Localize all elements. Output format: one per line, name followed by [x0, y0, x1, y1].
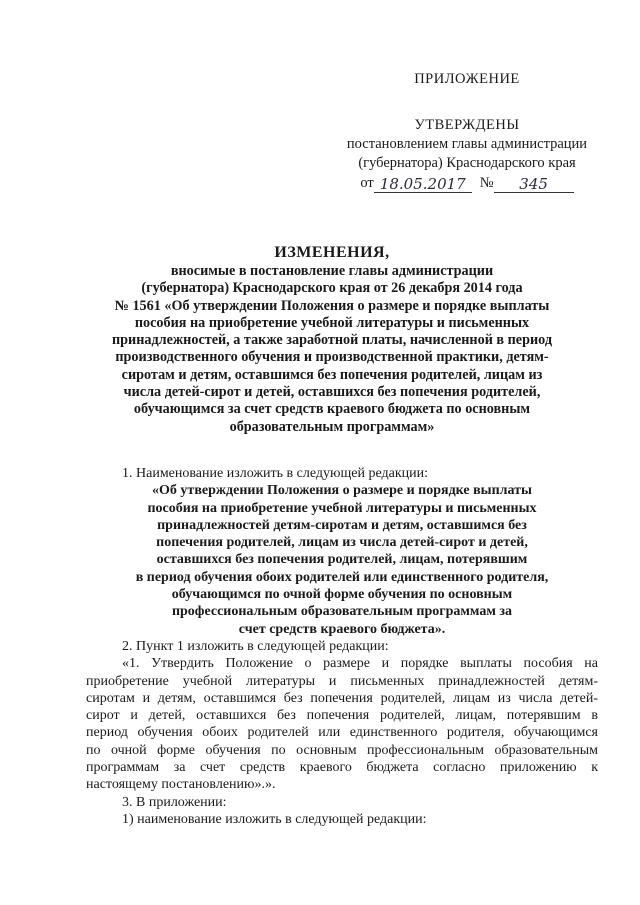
date-number-line — [332, 174, 602, 193]
title-line: вносимые в постановление главы администрации — [170, 263, 494, 279]
title-line: числа детей-сирот и детей, оставшихся без попечения родителей, — [123, 384, 541, 401]
paragraph-line: программам за счет средств краевого бюджета согласно приложению к — [86, 760, 598, 776]
handwritten-date: 18.05.2017 — [374, 177, 472, 193]
quote-line: оставшихся без попечения родителей, лицам, потерявшим — [156, 552, 528, 568]
approval-basis-line: (губернатора) Краснодарского края — [358, 155, 576, 171]
item-2: 2. Пункт 1 изложить в следующей редакции: — [122, 638, 389, 654]
quote-line: пособия на приобретение учебной литературы и письменных — [147, 500, 537, 516]
paragraph-line: «1. Утвердить Положение о размере и порядке выплаты пособия на — [122, 656, 598, 672]
item-3: 3. В приложении: — [122, 794, 227, 810]
item-1-quote — [86, 482, 598, 638]
title-line: пособия на приобретение учебной литературы и письменных — [134, 314, 530, 331]
title-line: принадлежностей, а также заработной платы, начисленной в период — [111, 332, 553, 349]
quote-line: «Об утверждении Положения о размере и порядке выплаты — [152, 483, 532, 499]
document-body — [86, 465, 598, 828]
date-prefix: от — [360, 175, 374, 191]
appendix-label: ПРИЛОЖЕНИЕ — [414, 71, 520, 87]
quote-line: попечения родителей, лицам из числа детей-сирот и детей, — [156, 535, 528, 551]
title-line: (губернатора) Краснодарского края от 26 декабря 2014 года — [141, 280, 523, 297]
title-line: обучающимся за счет средств краевого бюджета по основным — [133, 401, 531, 418]
approval-basis-line: постановлением главы администрации — [346, 136, 588, 152]
title-line: № 1561 «Об утверждении Положения о размере и порядке выплаты — [114, 297, 550, 314]
handwritten-number: 345 — [494, 177, 574, 193]
paragraph-line: сиротам и детям, оставшимся без попечения родителей, лицам из числа детей- — [86, 690, 598, 706]
number-prefix: № — [479, 175, 494, 191]
approved-label: УТВЕРЖДЕНЫ — [414, 117, 520, 133]
title-line: производственного обучения и производственной практики, детям- — [115, 349, 549, 366]
quote-line: профессиональным образовательным программам за — [171, 604, 513, 620]
approval-stamp — [332, 70, 602, 193]
quote-line: в период обучения обоих родителей или единственного родителя, — [135, 569, 549, 585]
quote-line: счет средств краевого бюджета». — [238, 621, 446, 637]
item-3-subitem-1: 1) наименование изложить в следующей редакции: — [122, 811, 427, 827]
title-line: образовательным программам» — [229, 418, 435, 435]
quote-line: обучающимся по очной форме обучения по основным — [171, 587, 513, 603]
title-heading: ИЗМЕНЕНИЯ, — [274, 244, 390, 261]
item-2-text — [86, 655, 598, 793]
paragraph-line: период обучения обоих родителей или единственного родителя, обучающимся — [86, 725, 598, 741]
item-1: 1. Наименование изложить в следующей редакции: — [122, 466, 428, 481]
quote-line: принадлежностей детям-сиротам и детям, оставшимся без — [157, 517, 527, 533]
paragraph-line: приобретение учебной литературы и письменных принадлежностей детям- — [86, 673, 598, 689]
title-line: сиротам и детям, оставшимся без попечения родителей, лицам из — [121, 366, 543, 383]
paragraph-line: сирот и детей, оставшихся без попечения родителей, лицам, потерявшим в — [86, 708, 598, 724]
document-title — [72, 243, 592, 436]
paragraph-line: настоящему постановлению».». — [86, 777, 276, 793]
paragraph-line: по очной форме обучения по основным профессиональным образовательным — [86, 742, 598, 758]
